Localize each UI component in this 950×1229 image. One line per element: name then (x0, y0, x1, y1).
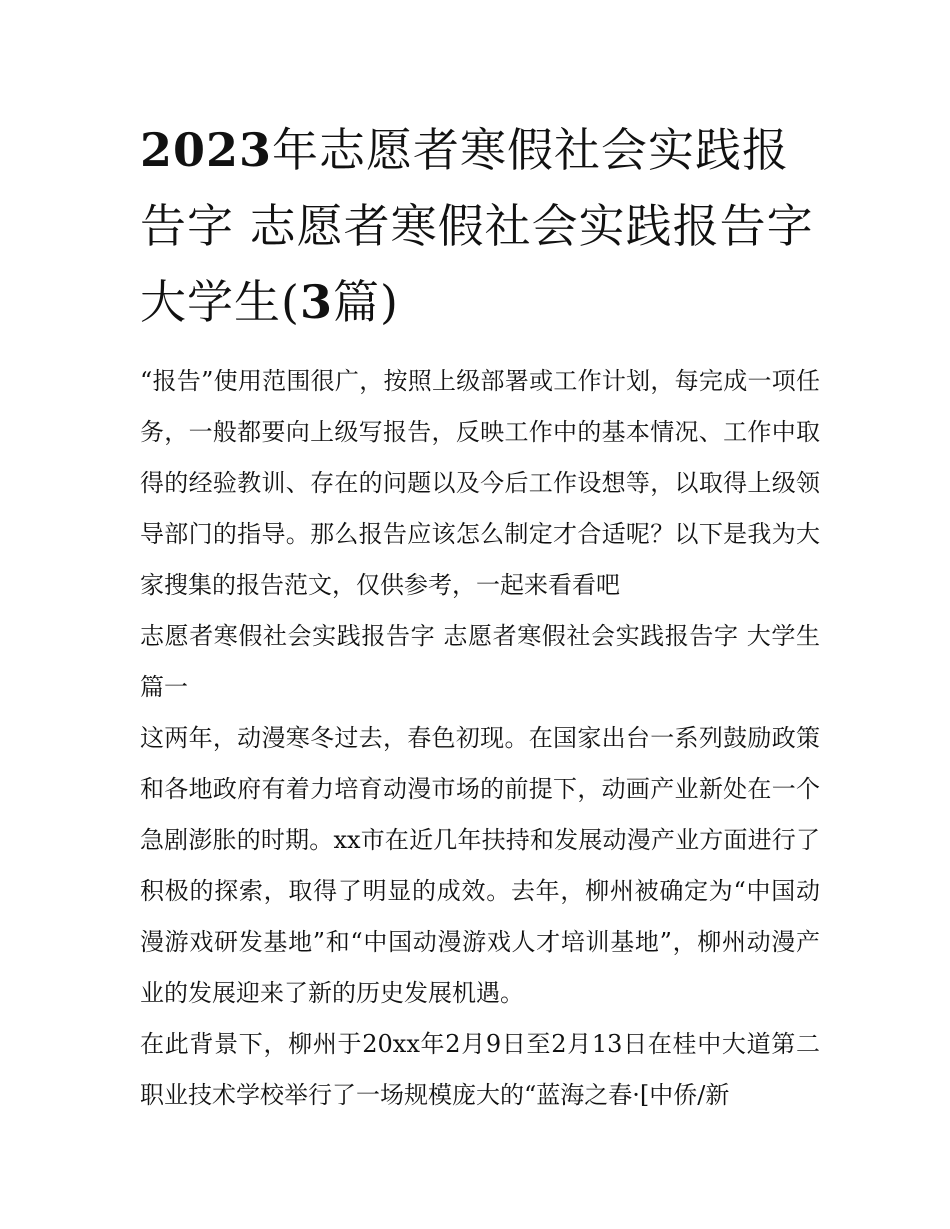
title-suffix: 篇) (332, 275, 399, 329)
title-year: 2023 (140, 123, 273, 177)
title-count: 3 (299, 275, 333, 329)
intro-paragraph: “报告”使用范围很广，按照上级部署或工作计划，每完成一项任务，一般都要向上级写报告，反映工作中的基本情况、工作中取得的经验教训、存在的问题以及今后工作设想等，以取得上级领导部门的指导。那么报告应该怎么制定才合适呢？以下是我为大家搜集的报告范文，仅供参考，一起来看看吧 (140, 367, 820, 599)
document-title (140, 112, 820, 340)
title-main: 年志愿者寒假社会实践报告字 志愿者寒假社会实践报告字 大学生( (140, 123, 814, 329)
body-paragraph: 在此背景下，柳州于20xx年2月9日至2月13日在桂中大道第二职业技术学校举行了一场规模庞大的“蓝海之春·[中侨/新 (140, 1030, 820, 1109)
document-page (140, 112, 820, 1121)
section-heading: 志愿者寒假社会实践报告字 志愿者寒假社会实践报告字 大学生篇一 (140, 622, 820, 701)
body-paragraph: 这两年，动漫寒冬过去，春色初现。在国家出台一系列鼓励政策和各地政府有着力培育动漫市场的前提下，动画产业新处在一个急剧澎胀的时期。xx市在近几年扶持和发展动漫产业方面进行了积极的探索，取得了明显的成效。去年，柳州被确定为“中国动漫游戏研发基地”和“中国动漫游戏人才培训基地”，柳州动漫产业的发展迎来了新的历史发展机遇。 (140, 724, 820, 1007)
